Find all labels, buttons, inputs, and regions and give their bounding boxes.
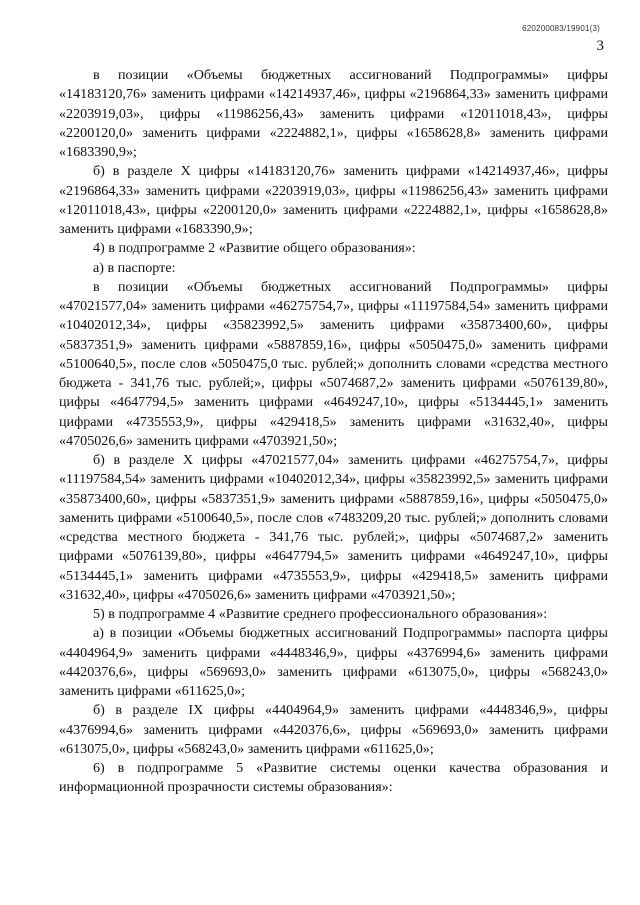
paragraph: в позиции «Объемы бюджетных ассигнований Подпрограммы» цифры «47021577,04» заменить цифрами «46275754,7», цифры «11197584,54» заменить цифрами «10402012,34», цифры «35823992,5» заменить цифрами «35873400,60», цифры «5837351,9» заменить цифрами «5887859,16», цифры «5050475,0» заменить цифрами «5100640,5», после слов «5050475,0 тыс. рублей;» дополнить словами «средства местного бюджета - 341,76 тыс. рублей;», цифры «5074687,2» заменить цифрами «5076139,80», цифры «4647794,5» заменить цифрами «4649247,10», цифры «5134445,1» заменить цифрами «4735553,9», цифры «429418,5» заменить цифрами «31632,40», цифры «4705026,6» заменить цифрами «4703921,50»; xyxy=(59,278,608,449)
paragraph: 5) в подпрограмме 4 «Развитие среднего профессионального образования»: xyxy=(93,606,548,622)
paragraph: 6) в подпрограмме 5 «Развитие системы оценки качества образования и информационной прозрачности системы образования»: xyxy=(59,760,608,796)
paragraph: а) в паспорте: xyxy=(93,259,176,276)
paragraph: б) в разделе X цифры «14183120,76» заменить цифрами «14214937,46», цифры «2196864,33» заменить цифрами «2203919,03», цифры «11986256,43» заменить цифрами «12011018,43», цифры «2200120,0» заменить цифрами «2224882,1», цифры «1658628,8» заменить цифрами «1683390,9»; xyxy=(59,163,608,237)
paragraph: б) в разделе X цифры «47021577,04» заменить цифрами «46275754,7», цифры «11197584,54» заменить цифрами «10402012,34», цифры «35823992,5» заменить цифрами «35873400,60», цифры «5837351,9» заменить цифрами «5887859,16», цифры «5050475,0» заменить цифрами «5100640,5», после слов «7483209,20 тыс. рублей;» дополнить словами «средства местного бюджета - 341,76 тыс. рублей;», цифры «5074687,2» заменить цифрами «5076139,80», цифры «4647794,5» заменить цифрами «4649247,10», цифры «5134445,1» заменить цифрами «4735553,9», цифры «429418,5» заменить цифрами «31632,40», цифры «4705026,6» заменить цифрами «4703921,50»; xyxy=(59,452,608,603)
document-body xyxy=(59,66,608,798)
paragraph: а) в позиции «Объемы бюджетных ассигнований Подпрограммы» паспорта цифры «4404964,9» заменить цифрами «4448346,9», цифры «4376994,6» заменить цифрами «4420376,6», цифры «569693,0» заменить цифрами «613075,0», цифры «568243,0» заменить цифрами «611625,0»; xyxy=(59,625,608,699)
document-code: 620200083/19901(3) xyxy=(522,24,600,33)
paragraph: в позиции «Объемы бюджетных ассигнований Подпрограммы» цифры «14183120,76» заменить цифрами «14214937,46», цифры «2196864,33» заменить цифрами «2203919,03», цифры «11986256,43» заменить цифрами «12011018,43», цифры «2200120,0» заменить цифрами «2224882,1», цифры «1658628,8» заменить цифрами «1683390,9»; xyxy=(59,67,608,160)
page-number: 3 xyxy=(596,38,604,54)
paragraph: б) в разделе IX цифры «4404964,9» заменить цифрами «4448346,9», цифры «4376994,6» заменить цифрами «4420376,6», цифры «569693,0» заменить цифрами «613075,0», цифры «568243,0» заменить цифрами «611625,0»; xyxy=(59,702,608,757)
paragraph: 4) в подпрограмме 2 «Развитие общего образования»: xyxy=(93,240,416,257)
